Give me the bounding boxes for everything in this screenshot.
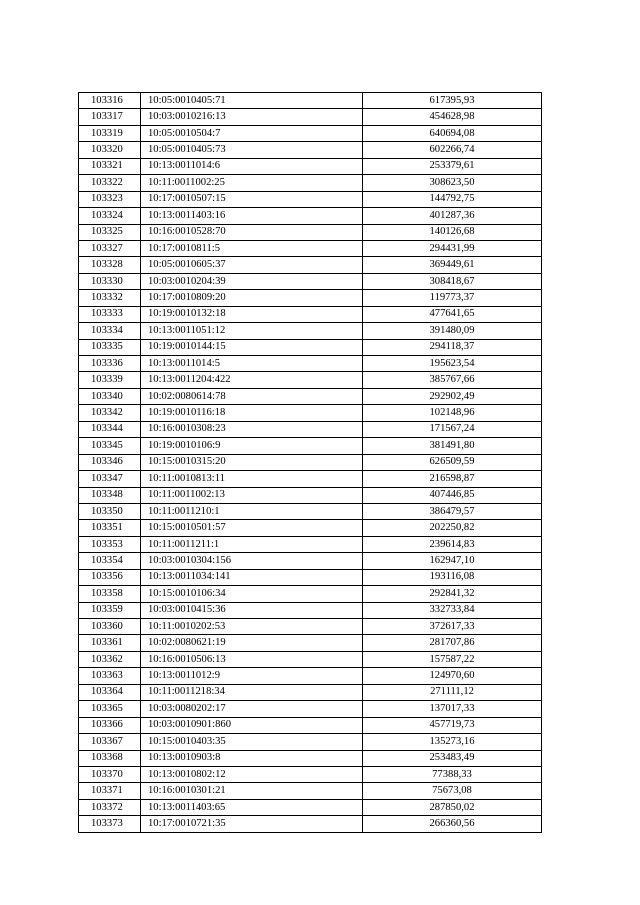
cadastral-number-cell: 10:19:0010106:9	[141, 438, 363, 454]
value-cell: 308623,50	[363, 175, 542, 191]
cadastral-number-cell: 10:17:0010811:5	[141, 240, 363, 256]
row-id-cell: 103316	[79, 93, 141, 109]
row-id-cell: 103373	[79, 816, 141, 832]
cadastral-number-cell: 10:17:0010507:15	[141, 191, 363, 207]
value-cell: 477641,65	[363, 306, 542, 322]
value-cell: 216598,87	[363, 471, 542, 487]
table-row	[79, 668, 542, 684]
value-cell: 253379,61	[363, 158, 542, 174]
value-cell: 157587,22	[363, 651, 542, 667]
table-row	[79, 356, 542, 372]
row-id-cell: 103354	[79, 553, 141, 569]
cadastral-number-cell: 10:11:0011218:34	[141, 684, 363, 700]
table-row	[79, 520, 542, 536]
table-row	[79, 734, 542, 750]
cadastral-number-cell: 10:13:0011014:5	[141, 356, 363, 372]
table-row	[79, 553, 542, 569]
row-id-cell: 103332	[79, 290, 141, 306]
table-row	[79, 651, 542, 667]
value-cell: 253483,49	[363, 750, 542, 766]
row-id-cell: 103359	[79, 602, 141, 618]
table-row	[79, 487, 542, 503]
value-cell: 271111,12	[363, 684, 542, 700]
value-cell: 102148,96	[363, 405, 542, 421]
row-id-cell: 103356	[79, 569, 141, 585]
table-row	[79, 240, 542, 256]
table-row	[79, 158, 542, 174]
row-id-cell: 103346	[79, 454, 141, 470]
value-cell: 266360,56	[363, 816, 542, 832]
cadastral-number-cell: 10:11:0011210:1	[141, 503, 363, 519]
value-cell: 119773,37	[363, 290, 542, 306]
row-id-cell: 103336	[79, 356, 141, 372]
value-cell: 124970,60	[363, 668, 542, 684]
cadastral-number-cell: 10:19:0010144:15	[141, 339, 363, 355]
row-id-cell: 103367	[79, 734, 141, 750]
table-row	[79, 323, 542, 339]
cadastral-number-cell: 10:03:0080202:17	[141, 701, 363, 717]
cadastral-number-cell: 10:19:0010116:18	[141, 405, 363, 421]
cadastral-number-cell: 10:11:0011211:1	[141, 536, 363, 552]
value-cell: 171567,24	[363, 421, 542, 437]
table-row	[79, 142, 542, 158]
table-row	[79, 717, 542, 733]
value-cell: 135273,16	[363, 734, 542, 750]
cadastral-number-cell: 10:11:0010202:53	[141, 619, 363, 635]
cadastral-number-cell: 10:03:0010216:13	[141, 109, 363, 125]
table-row	[79, 224, 542, 240]
row-id-cell: 103335	[79, 339, 141, 355]
value-cell: 294118,37	[363, 339, 542, 355]
row-id-cell: 103322	[79, 175, 141, 191]
value-cell: 292902,49	[363, 388, 542, 404]
cadastral-number-cell: 10:13:0011204:422	[141, 372, 363, 388]
table-row	[79, 175, 542, 191]
table-row	[79, 569, 542, 585]
table-row	[79, 619, 542, 635]
row-id-cell: 103365	[79, 701, 141, 717]
table-row	[79, 503, 542, 519]
value-cell: 162947,10	[363, 553, 542, 569]
table-row	[79, 421, 542, 437]
value-cell: 617395,93	[363, 93, 542, 109]
table-row	[79, 454, 542, 470]
row-id-cell: 103344	[79, 421, 141, 437]
cadastral-number-cell: 10:02:0080621:19	[141, 635, 363, 651]
row-id-cell: 103366	[79, 717, 141, 733]
cadastral-number-cell: 10:13:0011403:65	[141, 799, 363, 815]
row-id-cell: 103328	[79, 257, 141, 273]
cadastral-number-cell: 10:16:0010528:70	[141, 224, 363, 240]
row-id-cell: 103320	[79, 142, 141, 158]
table-body	[79, 93, 542, 833]
cadastral-number-cell: 10:05:0010504:7	[141, 125, 363, 141]
row-id-cell: 103319	[79, 125, 141, 141]
table-row	[79, 766, 542, 782]
cadastral-values-table	[78, 92, 542, 833]
value-cell: 386479,57	[363, 503, 542, 519]
row-id-cell: 103330	[79, 273, 141, 289]
row-id-cell: 103351	[79, 520, 141, 536]
value-cell: 372617,33	[363, 619, 542, 635]
row-id-cell: 103364	[79, 684, 141, 700]
value-cell: 457719,73	[363, 717, 542, 733]
row-id-cell: 103334	[79, 323, 141, 339]
table-row	[79, 257, 542, 273]
cadastral-number-cell: 10:15:0010315:20	[141, 454, 363, 470]
value-cell: 144792,75	[363, 191, 542, 207]
cadastral-number-cell: 10:16:0010301:21	[141, 783, 363, 799]
row-id-cell: 103353	[79, 536, 141, 552]
cadastral-number-cell: 10:05:0010605:37	[141, 257, 363, 273]
cadastral-number-cell: 10:13:0011403:16	[141, 208, 363, 224]
cadastral-number-cell: 10:13:0011012:9	[141, 668, 363, 684]
table-row	[79, 306, 542, 322]
row-id-cell: 103342	[79, 405, 141, 421]
value-cell: 454628,98	[363, 109, 542, 125]
table-row	[79, 405, 542, 421]
cadastral-number-cell: 10:17:0010721:35	[141, 816, 363, 832]
row-id-cell: 103324	[79, 208, 141, 224]
value-cell: 137017,33	[363, 701, 542, 717]
row-id-cell: 103348	[79, 487, 141, 503]
row-id-cell: 103371	[79, 783, 141, 799]
row-id-cell: 103325	[79, 224, 141, 240]
value-cell: 401287,36	[363, 208, 542, 224]
cadastral-number-cell: 10:03:0010204:39	[141, 273, 363, 289]
row-id-cell: 103333	[79, 306, 141, 322]
table-row	[79, 471, 542, 487]
table-row	[79, 799, 542, 815]
table-row	[79, 372, 542, 388]
row-id-cell: 103350	[79, 503, 141, 519]
table-row	[79, 586, 542, 602]
value-cell: 294431,99	[363, 240, 542, 256]
cadastral-number-cell: 10:17:0010809:20	[141, 290, 363, 306]
row-id-cell: 103368	[79, 750, 141, 766]
table-row	[79, 290, 542, 306]
cadastral-number-cell: 10:05:0010405:73	[141, 142, 363, 158]
table-row	[79, 208, 542, 224]
cadastral-number-cell: 10:15:0010403:35	[141, 734, 363, 750]
table-row	[79, 684, 542, 700]
value-cell: 193116,08	[363, 569, 542, 585]
table-row	[79, 602, 542, 618]
value-cell: 626509,59	[363, 454, 542, 470]
row-id-cell: 103347	[79, 471, 141, 487]
value-cell: 195623,54	[363, 356, 542, 372]
value-cell: 332733,84	[363, 602, 542, 618]
document-page	[78, 92, 541, 833]
value-cell: 391480,09	[363, 323, 542, 339]
table-row	[79, 536, 542, 552]
cadastral-number-cell: 10:15:0010106:34	[141, 586, 363, 602]
row-id-cell: 103372	[79, 799, 141, 815]
value-cell: 308418,67	[363, 273, 542, 289]
row-id-cell: 103327	[79, 240, 141, 256]
table-row	[79, 93, 542, 109]
cadastral-number-cell: 10:13:0011014:6	[141, 158, 363, 174]
row-id-cell: 103358	[79, 586, 141, 602]
cadastral-number-cell: 10:13:0010802:12	[141, 766, 363, 782]
table-row	[79, 635, 542, 651]
cadastral-number-cell: 10:13:0011051:12	[141, 323, 363, 339]
value-cell: 292841,32	[363, 586, 542, 602]
row-id-cell: 103321	[79, 158, 141, 174]
table-row	[79, 339, 542, 355]
cadastral-number-cell: 10:19:0010132:18	[141, 306, 363, 322]
row-id-cell: 103370	[79, 766, 141, 782]
row-id-cell: 103323	[79, 191, 141, 207]
value-cell: 385767,66	[363, 372, 542, 388]
value-cell: 140126,68	[363, 224, 542, 240]
cadastral-number-cell: 10:13:0010903:8	[141, 750, 363, 766]
cadastral-number-cell: 10:15:0010501:57	[141, 520, 363, 536]
value-cell: 602266,74	[363, 142, 542, 158]
table-row	[79, 438, 542, 454]
table-row	[79, 816, 542, 832]
row-id-cell: 103317	[79, 109, 141, 125]
table-row	[79, 125, 542, 141]
row-id-cell: 103362	[79, 651, 141, 667]
table-row	[79, 701, 542, 717]
cadastral-number-cell: 10:03:0010415:36	[141, 602, 363, 618]
table-row	[79, 783, 542, 799]
cadastral-number-cell: 10:16:0010506:13	[141, 651, 363, 667]
value-cell: 239614,83	[363, 536, 542, 552]
cadastral-number-cell: 10:02:0080614:78	[141, 388, 363, 404]
value-cell: 75673,08	[363, 783, 542, 799]
value-cell: 77388,33	[363, 766, 542, 782]
table-row	[79, 109, 542, 125]
cadastral-number-cell: 10:03:0010304:156	[141, 553, 363, 569]
value-cell: 369449,61	[363, 257, 542, 273]
cadastral-number-cell: 10:05:0010405:71	[141, 93, 363, 109]
cadastral-number-cell: 10:13:0011034:141	[141, 569, 363, 585]
row-id-cell: 103339	[79, 372, 141, 388]
row-id-cell: 103361	[79, 635, 141, 651]
value-cell: 407446,85	[363, 487, 542, 503]
row-id-cell: 103345	[79, 438, 141, 454]
cadastral-number-cell: 10:11:0010813:11	[141, 471, 363, 487]
value-cell: 281707,86	[363, 635, 542, 651]
table-row	[79, 388, 542, 404]
row-id-cell: 103360	[79, 619, 141, 635]
table-row	[79, 191, 542, 207]
row-id-cell: 103363	[79, 668, 141, 684]
value-cell: 287850,02	[363, 799, 542, 815]
table-row	[79, 273, 542, 289]
cadastral-number-cell: 10:11:0011002:25	[141, 175, 363, 191]
cadastral-number-cell: 10:11:0011002:13	[141, 487, 363, 503]
cadastral-number-cell: 10:16:0010308:23	[141, 421, 363, 437]
table-row	[79, 750, 542, 766]
value-cell: 202250,82	[363, 520, 542, 536]
row-id-cell: 103340	[79, 388, 141, 404]
value-cell: 381491,80	[363, 438, 542, 454]
value-cell: 640694,08	[363, 125, 542, 141]
cadastral-number-cell: 10:03:0010901:860	[141, 717, 363, 733]
